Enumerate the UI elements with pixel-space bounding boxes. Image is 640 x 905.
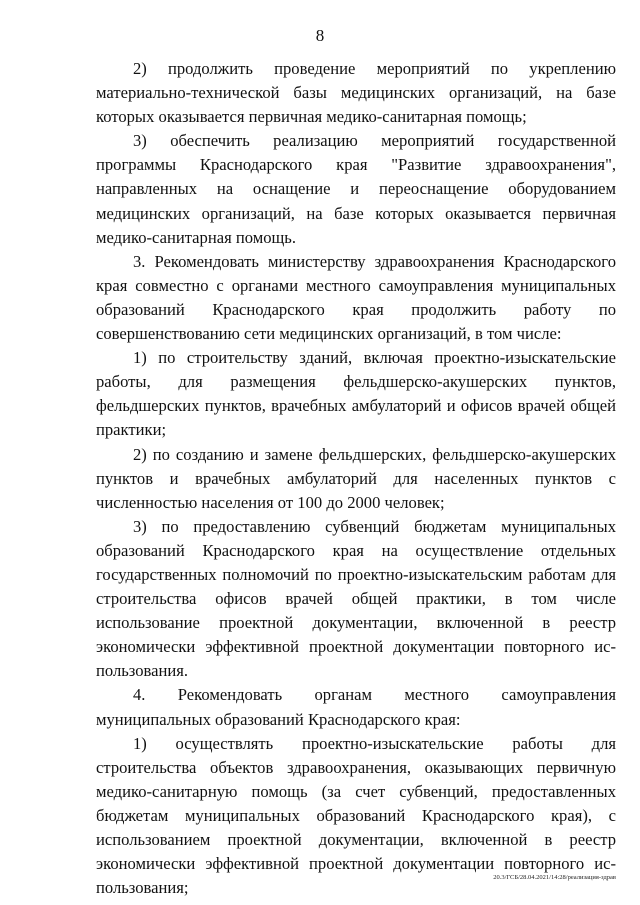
paragraph-2-material-base: 2) продолжить проведение мероприятий по укреплению материально-технической базы медицинских организаций, на базе которых оказывается первичная медико-санитарная помощь; xyxy=(96,59,616,127)
paragraph-3-recommend-ministry: 3. Рекомендовать министерству здравоохранения Краснодарского края совместно с органами местного самоуправления муниципальных образований Краснодарского края продолжить работу по совершенствованию сети медицинских организаций, в том числе: xyxy=(96,251,616,344)
page-number: 8 xyxy=(315,26,325,45)
paragraph-1-design-works: 1) осуществлять проектно-изыскательские работы для строительства объектов здравоохранения, оказывающих первичную медико-санитарную помощь (за счет субвенций, предоставленных бюджетам муниципальных образований Краснодарского края), с использованием проектной документации, включенной в реестр экономически эффективной проектной документации повторного использования; xyxy=(96,733,616,898)
paragraph-3-subventions: 3) по предоставлению субвенций бюджетам муниципальных образований Краснодарского края на осуществление отдельных государственных полномочий по проектно-изыскательским работам для строительства офисов врачей общей практики, в том числе использование проектной документации, включенной в реестр экономически эффективной проектной документации повторного использования. xyxy=(96,516,616,681)
document-body xyxy=(96,57,616,900)
paragraph-2-replacement: 2) по созданию и замене фельдшерских, фельдшерско-акушерских пунктов и врачебных амбулаторий для населенных пунктов с численностью населения от 100 до 2000 человек; xyxy=(96,444,616,512)
paragraph-4-recommend-local: 4. Рекомендовать органам местного самоуправления муниципальных образований Краснодарского края: xyxy=(96,685,616,729)
paragraph-1-construction: 1) по строительству зданий, включая проектно-изыскательские работы, для размещения фельдшерско-акушерских пунктов, фельдшерских пунктов, врачебных амбулаторий и офисов врачей общей практики; xyxy=(96,348,616,440)
footer-document-code: 20.3/ГСБ/28.04.2021/14:28/реализация-здрав xyxy=(493,874,616,881)
paragraph-3-state-program: 3) обеспечить реализацию мероприятий государственной программы Краснодарского края "Развитие здравоохранения", направленных на оснащение и переоснащение оборудованием медицинских организаций, на базе которых оказывается первичная медико-санитарная помощь. xyxy=(96,131,616,247)
